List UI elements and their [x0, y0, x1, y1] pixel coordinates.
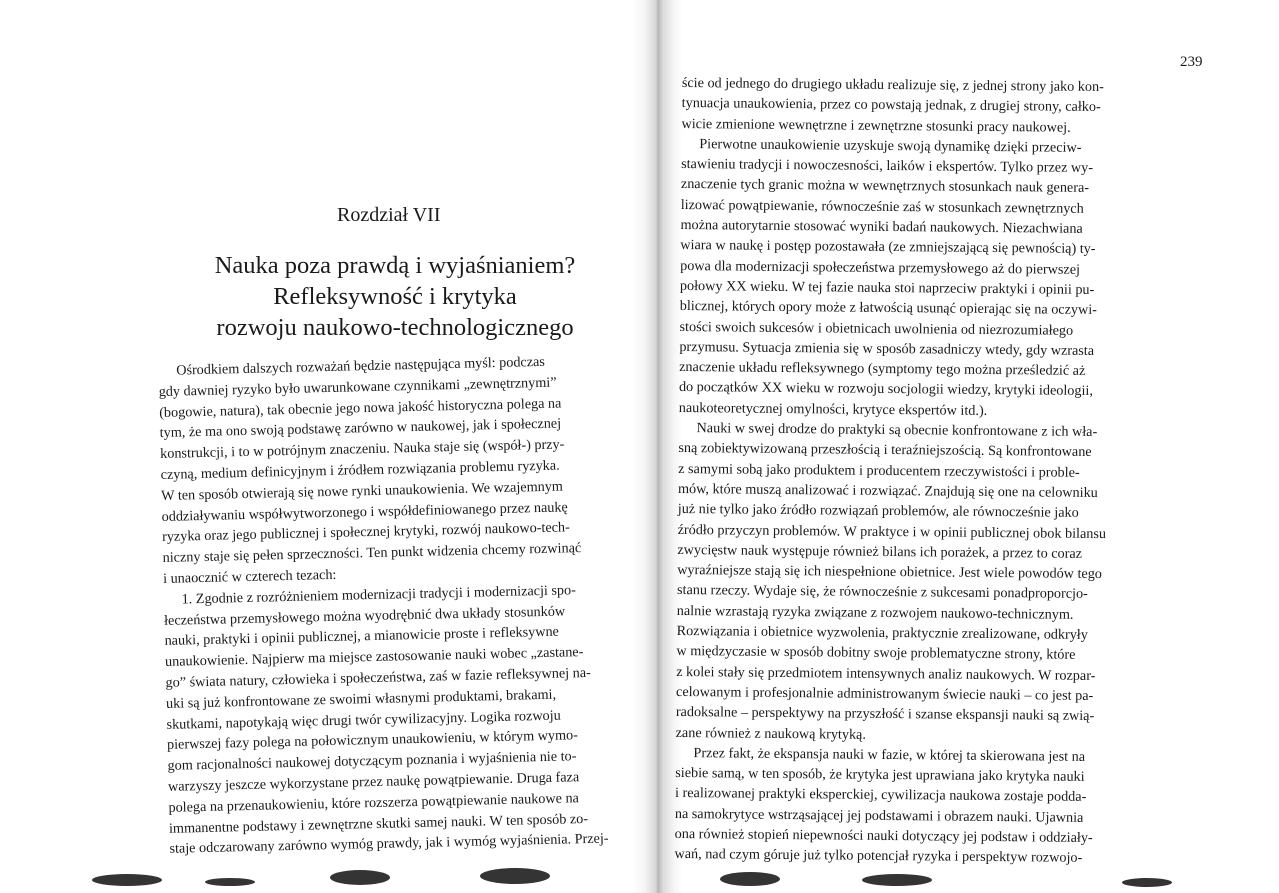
text-line: Nauki w swej drodze do praktyki są obecnie konfrontowane z ich wła-	[696, 420, 1098, 441]
text-line: ryzyka oraz jego publicznej i społecznej krytyki, rozwój naukowo-tech-	[161, 519, 570, 546]
chapter-title-line: rozwoju naukowo-technologicznego	[216, 314, 574, 341]
text-line: immanentne podstawy i zewnętrzne skutki samej nauki. W ten sposób zo-	[168, 810, 589, 837]
text-line: już nie tylko jako źródło rozwiązań problemów, ale równocześnie jako	[677, 501, 1079, 522]
text-line: celowanym i profesjonalnie administrowanym świecie nauki – co jest pa-	[675, 683, 1094, 704]
text-line: gdy dawniej ryzyko było uwarunkowane czynnikami „zewnętrznymi”	[158, 374, 557, 400]
text-line: unaukowienie. Najpierw ma miejsce zastosowanie nauki wobec „zastane-	[164, 644, 584, 671]
text-line: konstrukcji, i to w potrójnym znaczeniu. Nauka staje się (współ-) przy-	[160, 436, 565, 463]
text-line: połowy XX wieku. W tej fazie nauka stoi naprzeciw praktyki i opinii pu-	[679, 277, 1095, 298]
text-line: tym, że ma ono swoją podstawę zarówno w naukowej, jak i społecznej	[159, 415, 562, 442]
text-line: znaczenie tych granic można w wewnętrznych stosunkach nauk genera-	[680, 176, 1090, 197]
text-line: z samymi sobą jako produktem i producentem rzeczywistości i proble-	[678, 460, 1080, 481]
text-line: można autorytarnie stosować wyniki badań naukowych. Niezachwiana	[680, 217, 1083, 237]
text-line: staje odczarowany zarówno wymóg prawdy, jak i wymóg wyjaśnienia. Przej-	[169, 830, 609, 858]
text-line: wań, nad czym góruje już tylko potencjał ryzyka i perspektyw rozwojo-	[674, 846, 1083, 867]
text-line: ście od jednego do drugiego układu realizuje się, z jednej strony jako kon-	[681, 74, 1104, 96]
right-page-text	[674, 73, 1164, 869]
chapter-title-line: Nauka poza prawdą i wyjaśnianiem?	[214, 252, 576, 279]
text-line: go” świata natury, człowieka i społeczeństwa, zaś w fazie refleksywnej na-	[165, 664, 591, 691]
scan-smudge	[330, 870, 390, 885]
scan-smudge	[1122, 878, 1172, 887]
text-line: skutkami, napotykają więc drugi twór cywilizacyjny. Logika rozwoju	[166, 707, 561, 733]
text-line: gom racjonalności naukowej dotyczącym poznania i wyjaśnienia nie to-	[167, 748, 577, 775]
page-number: 239	[1180, 54, 1203, 70]
text-line: tynuacja unaukowienia, przez co powstają jednak, z drugiej strony, całko-	[681, 95, 1101, 116]
text-line: lizować powątpiewanie, równocześnie zaś w stosunkach zewnętrznych	[680, 196, 1084, 217]
text-line: 1. Zgodnie z rozróżnieniem modernizacji tradycji i modernizacji spo-	[181, 581, 577, 608]
text-line: Pierwotne unaukowienie uzyskuje swoją dynamikę dzięki przeciw-	[699, 136, 1082, 156]
text-line: pierwszej fazy polega na połowicznym unaukowieniu, w którym wymo-	[166, 727, 579, 754]
text-line: stawieniu tradycji i nowoczesności, laików i ekspertów. Tylko przez wy-	[681, 156, 1094, 177]
scan-smudge	[480, 868, 550, 884]
chapter-title	[175, 250, 615, 343]
text-line: warzyszy jeszcze wykorzystane przez naukę powątpiewanie. Druga faza	[167, 769, 580, 795]
text-line: zane również z naukową krytyką.	[675, 724, 867, 743]
text-line: radoksalne – perspektywy na przyszłość i szanse ekspansji nauki są zwią-	[675, 704, 1095, 725]
text-line: do początków XX wieku w rozwoju socjologii wiedzy, krytyki ideologii,	[678, 379, 1094, 400]
scan-smudge	[862, 874, 932, 886]
text-line: wyraźniejsze stają się ich niespełnione obietnice. Jest wiele powodów tego	[677, 562, 1103, 583]
text-line: ona również stopień niepewności nauki dotyczący jej podstaw i oddziały-	[674, 825, 1093, 846]
scan-smudge	[92, 874, 162, 886]
left-page-text	[158, 350, 650, 860]
text-line: przymusu. Sytuacja zmienia się w sposób zasadniczy wtedy, gdy wzrasta	[679, 338, 1095, 359]
text-line: blicznej, których opory może z łatwością usunąć opierając się na oczywi-	[679, 298, 1098, 319]
text-line: oddziaływaniu współwytworzonego i współdefiniowanego przez naukę	[161, 498, 568, 525]
chapter-label: Rozdział VII	[337, 204, 441, 226]
text-line: wicie zmienione wewnętrzne i zewnętrzne stosunki pracy naukowej.	[681, 115, 1071, 136]
text-line: (bogowie, natura), tak obecnie jego nowa jakość historyczna polega na	[159, 395, 562, 421]
text-line: i realizowanej praktyki eksperckiej, cywilizacja naukowa zostaje podda-	[675, 785, 1087, 806]
text-line: stości swoich sukcesów i obietnicach uwolnienia od niezrozumiałego	[679, 318, 1074, 339]
text-line: znaczenie układu refleksywnego (symptomy tego można prześledzić aż	[679, 359, 1086, 380]
text-line: nalnie wzrastają ryzyka związane z rozwojem naukowo-technicznym.	[676, 602, 1074, 623]
text-line: i unaocznić w czterech tezach:	[162, 566, 337, 587]
text-line: naukoteoretycznej omylności, krytyce ekspertów itd.).	[678, 399, 988, 419]
text-line: niczny staje się pełen sprzeczności. Ten punkt widzenia chcemy rozwinąć	[162, 540, 582, 567]
text-line: na samokrytyce wstrząsającej jej podstawami i obrazem nauki. Ujawnia	[674, 805, 1084, 826]
text-line: łeczeństwa przemysłowego można wyodrębnić dwa układy stosunków	[163, 603, 566, 629]
text-line: W ten sposób otwierają się nowe rynki unaukowienia. We wzajemnym	[160, 478, 564, 504]
text-line: polega na przenaukowieniu, które rozszerza powątpiewanie naukowe na	[168, 789, 580, 816]
text-line: w międzyczasie w sposób dobitny swoje problematyczne strony, które	[676, 643, 1076, 664]
text-line: sną zobiektywizowaną przeszłością i teraźniejszością. Są konfrontowane	[678, 440, 1092, 461]
text-line: siebie samą, w ten sposób, że krytyka jest uprawiana jako krytyka nauki	[675, 765, 1085, 785]
text-line: Rozwiązania i obietnice wyzwolenia, praktycznie zrealizowane, odkryły	[676, 622, 1088, 643]
scan-smudge	[720, 872, 780, 886]
scan-smudge	[205, 878, 255, 886]
text-line: wiara w naukę i postęp pozostawała (ze zmniejszającą się pewnością) ty-	[680, 237, 1096, 258]
chapter-title-line: Refleksywność i krytyka	[273, 283, 517, 310]
text-line: uki są już konfrontowane ze swoimi własnymi produktami, brakami,	[165, 686, 557, 712]
text-line: czyną, medium definicyjnym i źródłem rozwiązania problemu ryzyka.	[160, 457, 560, 483]
text-line: stanu rzeczy. Wydaje się, że równocześnie z sukcesami ponadproporcjo-	[676, 582, 1088, 603]
text-line: Ośrodkiem dalszych rozważań będzie następująca myśl: podczas	[176, 353, 546, 379]
text-line: nauki, praktyki i opinii publicznej, a mianowicie proste i refleksywne	[164, 623, 560, 650]
text-line: zwycięstw nauk występuje również bilans ich porażek, a przez to coraz	[677, 541, 1083, 562]
text-line: Przez fakt, że ekspansja nauki w fazie, w której ta skierowana jest na	[693, 744, 1086, 765]
text-line: źródło przyczyn problemów. W praktyce i w opinii publicznej obok bilansu	[677, 521, 1107, 542]
text-line: z kolei stały się przedmiotem intensywnych analiz naukowych. W rozpar-	[676, 663, 1096, 684]
text-line: mów, które muszą analizować i rozwiązać. Znajdują się one na celowniku	[677, 480, 1098, 501]
text-line: powa dla modernizacji społeczeństwa przemysłowego aż do pierwszej	[680, 257, 1081, 278]
